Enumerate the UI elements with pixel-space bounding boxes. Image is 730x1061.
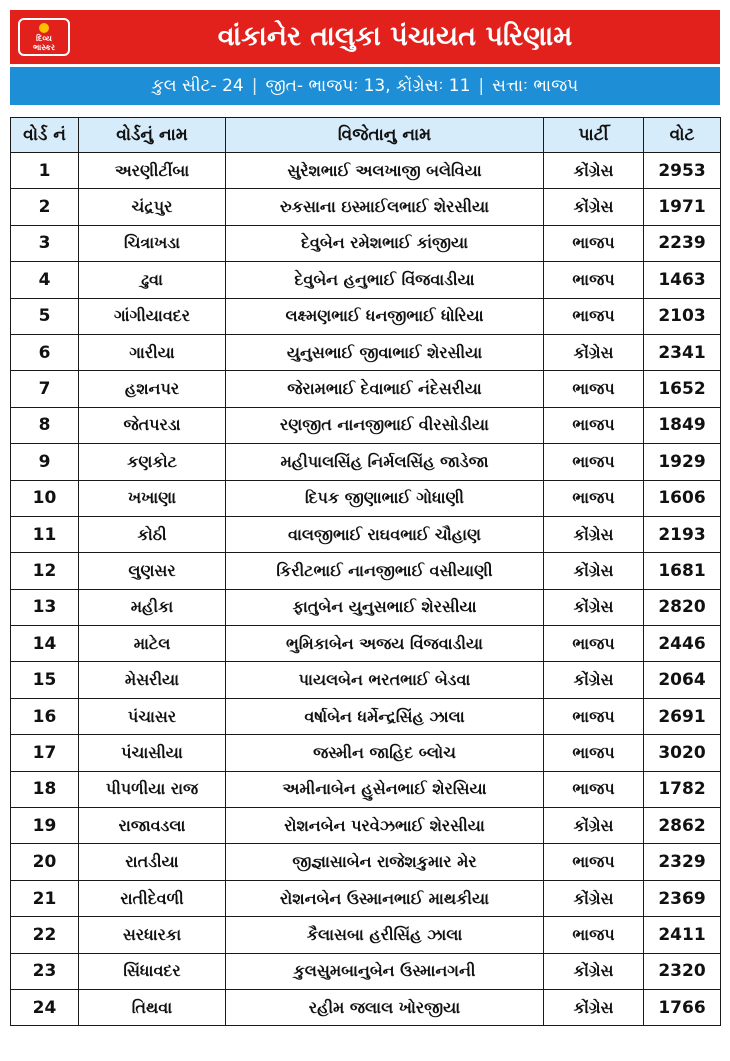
ward-name-cell: રાજાવડલા: [79, 808, 226, 844]
table-row: [11, 662, 721, 698]
winner-name-cell: યુનુસભાઈ જીવાભાઈ શેરસીયા: [226, 334, 544, 370]
ward-name-cell: રાતડીયા: [79, 844, 226, 880]
table-row: [11, 917, 721, 953]
ward-name-cell: સરધારકા: [79, 917, 226, 953]
votes-cell: 2446: [644, 626, 721, 662]
winner-name-cell: કુલસુમબાનુબેન ઉસ્માનગની: [226, 953, 544, 989]
party-cell: કોંગ્રેસ: [544, 953, 644, 989]
ward-name-cell: કણકોટ: [79, 444, 226, 480]
logo-line2: ભાસ્કર: [32, 42, 56, 52]
votes-cell: 1849: [644, 407, 721, 443]
col-ward-no: વોર્ડ નં: [11, 118, 79, 153]
votes-cell: 2193: [644, 516, 721, 552]
table-row: [11, 516, 721, 552]
party-cell: ભાજપ: [544, 262, 644, 298]
ward-no-cell: 11: [11, 516, 79, 552]
winner-name-cell: વર્ષાબેન ધર્મેન્દ્રસિંહ ઝાલા: [226, 698, 544, 734]
ward-no-cell: 22: [11, 917, 79, 953]
party-cell: ભાજપ: [544, 698, 644, 734]
votes-cell: 2820: [644, 589, 721, 625]
ward-name-cell: પંચાસર: [79, 698, 226, 734]
ward-name-cell: અરણીટીંબા: [79, 153, 226, 189]
votes-cell: 1766: [644, 989, 721, 1025]
party-cell: ભાજપ: [544, 480, 644, 516]
summary-bar: [10, 67, 720, 105]
votes-cell: 2691: [644, 698, 721, 734]
ward-no-cell: 20: [11, 844, 79, 880]
party-cell: ભાજપ: [544, 626, 644, 662]
ward-no-cell: 7: [11, 371, 79, 407]
party-cell: ભાજપ: [544, 444, 644, 480]
ward-no-cell: 9: [11, 444, 79, 480]
party-cell: કોંગ્રેસ: [544, 334, 644, 370]
winner-name-cell: વાલજીભાઈ રાઘવભાઈ ચૌહાણ: [226, 516, 544, 552]
table-row: [11, 771, 721, 807]
votes-cell: 1782: [644, 771, 721, 807]
votes-cell: 1971: [644, 189, 721, 225]
table-row: [11, 480, 721, 516]
ward-no-cell: 6: [11, 334, 79, 370]
ward-no-cell: 24: [11, 989, 79, 1025]
winner-name-cell: જેરામભાઈ દેવાભાઈ નંદેસરીયા: [226, 371, 544, 407]
party-cell: ભાજપ: [544, 371, 644, 407]
divya-bhaskar-logo: [18, 18, 70, 56]
votes-cell: 1681: [644, 553, 721, 589]
summary-power: સત્તાઃ ભાજપ: [492, 76, 579, 96]
winner-name-cell: રહીમ જલાલ ખોરજીયા: [226, 989, 544, 1025]
winner-name-cell: રોશનબેન ઉસ્માનભાઈ માથકીયા: [226, 880, 544, 916]
ward-name-cell: પંચાસીયા: [79, 735, 226, 771]
table-row: [11, 262, 721, 298]
winner-name-cell: લક્ષ્મણભાઈ ધનજીભાઈ ધોરિયા: [226, 298, 544, 334]
ward-name-cell: ગારીયા: [79, 334, 226, 370]
ward-no-cell: 4: [11, 262, 79, 298]
title-banner: [10, 10, 720, 64]
votes-cell: 2862: [644, 808, 721, 844]
party-cell: કોંગ્રેસ: [544, 189, 644, 225]
winner-name-cell: રણજીત નાનજીભાઈ વીરસોડીયા: [226, 407, 544, 443]
votes-cell: 2329: [644, 844, 721, 880]
table-row: [11, 698, 721, 734]
ward-name-cell: ઢુવા: [79, 262, 226, 298]
party-cell: ભાજપ: [544, 771, 644, 807]
party-cell: કોંગ્રેસ: [544, 516, 644, 552]
ward-no-cell: 13: [11, 589, 79, 625]
winner-name-cell: અમીનાબેન હુસેનભાઈ શેરસિયા: [226, 771, 544, 807]
ward-no-cell: 8: [11, 407, 79, 443]
table-row: [11, 189, 721, 225]
ward-name-cell: ચંદ્રપુર: [79, 189, 226, 225]
ward-name-cell: રાતીદેવળી: [79, 880, 226, 916]
votes-cell: 1606: [644, 480, 721, 516]
table-row: [11, 153, 721, 189]
logo-line1: દિવ્ય: [36, 33, 52, 43]
party-cell: ભાજપ: [544, 844, 644, 880]
sun-icon: [39, 23, 49, 33]
ward-name-cell: પીપળીયા રાજ: [79, 771, 226, 807]
votes-cell: 2369: [644, 880, 721, 916]
table-row: [11, 989, 721, 1025]
table-row: [11, 298, 721, 334]
party-cell: ભાજપ: [544, 917, 644, 953]
summary-separator: |: [478, 76, 485, 96]
ward-name-cell: મહીકા: [79, 589, 226, 625]
results-table: [10, 117, 721, 1026]
table-row: [11, 808, 721, 844]
party-cell: કોંગ્રેસ: [544, 553, 644, 589]
ward-name-cell: ચિત્રાખડા: [79, 225, 226, 261]
ward-name-cell: ખખાણા: [79, 480, 226, 516]
winner-name-cell: ફાતુબેન યુનુસભાઈ શેરસીયા: [226, 589, 544, 625]
ward-name-cell: માટેલ: [79, 626, 226, 662]
table-row: [11, 735, 721, 771]
votes-cell: 2064: [644, 662, 721, 698]
votes-cell: 1929: [644, 444, 721, 480]
party-cell: કોંગ્રેસ: [544, 880, 644, 916]
ward-no-cell: 23: [11, 953, 79, 989]
votes-cell: 2103: [644, 298, 721, 334]
ward-no-cell: 17: [11, 735, 79, 771]
col-winner-name: વિજેતાનુ નામ: [226, 118, 544, 153]
table-row: [11, 225, 721, 261]
party-cell: ભાજપ: [544, 407, 644, 443]
summary-won: જીત- ભાજપઃ 13, કોંગ્રેસઃ 11: [265, 76, 471, 96]
col-ward-name: વોર્ડનું નામ: [79, 118, 226, 153]
ward-no-cell: 1: [11, 153, 79, 189]
winner-name-cell: ભુમિકાબેન અજય વિંજવાડીયા: [226, 626, 544, 662]
table-header-row: [11, 118, 721, 153]
party-cell: ભાજપ: [544, 225, 644, 261]
summary-total: કુલ સીટ- 24: [151, 76, 244, 96]
ward-name-cell: સિંધાવદર: [79, 953, 226, 989]
votes-cell: 1463: [644, 262, 721, 298]
ward-no-cell: 21: [11, 880, 79, 916]
table-row: [11, 844, 721, 880]
winner-name-cell: રોશનબેન પરવેઝભાઈ શેરસીયા: [226, 808, 544, 844]
party-cell: કોંગ્રેસ: [544, 989, 644, 1025]
ward-no-cell: 15: [11, 662, 79, 698]
ward-no-cell: 18: [11, 771, 79, 807]
votes-cell: 3020: [644, 735, 721, 771]
party-cell: કોંગ્રેસ: [544, 662, 644, 698]
table-row: [11, 407, 721, 443]
winner-name-cell: દેવુબેન હનુભાઈ વિંજવાડીયા: [226, 262, 544, 298]
votes-cell: 2341: [644, 334, 721, 370]
page-title: વાંકાનેર તાલુકા પંચાયત પરિણામ: [217, 21, 573, 52]
party-cell: કોંગ્રેસ: [544, 808, 644, 844]
winner-name-cell: કિરીટભાઈ નાનજીભાઈ વસીયાણી: [226, 553, 544, 589]
votes-cell: 2320: [644, 953, 721, 989]
ward-name-cell: ગાંગીયાવદર: [79, 298, 226, 334]
table-row: [11, 444, 721, 480]
ward-name-cell: તિથવા: [79, 989, 226, 1025]
party-cell: ભાજપ: [544, 298, 644, 334]
summary-separator: |: [251, 76, 258, 96]
table-row: [11, 371, 721, 407]
votes-cell: 1652: [644, 371, 721, 407]
ward-name-cell: મેસરીયા: [79, 662, 226, 698]
table-row: [11, 553, 721, 589]
winner-name-cell: દેવુબેન રમેશભાઈ કાંજીયા: [226, 225, 544, 261]
ward-no-cell: 2: [11, 189, 79, 225]
table-row: [11, 626, 721, 662]
winner-name-cell: દિપક જીણાભાઈ ગોધાણી: [226, 480, 544, 516]
winner-name-cell: રુકસાના ઇસ્માઈલભાઈ શેરસીયા: [226, 189, 544, 225]
table-row: [11, 334, 721, 370]
ward-no-cell: 19: [11, 808, 79, 844]
ward-no-cell: 16: [11, 698, 79, 734]
col-votes: વોટ: [644, 118, 721, 153]
party-cell: કોંગ્રેસ: [544, 153, 644, 189]
ward-no-cell: 12: [11, 553, 79, 589]
table-row: [11, 880, 721, 916]
party-cell: કોંગ્રેસ: [544, 589, 644, 625]
ward-no-cell: 5: [11, 298, 79, 334]
table-row: [11, 589, 721, 625]
ward-name-cell: કોઠી: [79, 516, 226, 552]
ward-no-cell: 14: [11, 626, 79, 662]
col-party: પાર્ટી: [544, 118, 644, 153]
winner-name-cell: જીજ્ઞાસાબેન રાજેશકુમાર મેર: [226, 844, 544, 880]
ward-no-cell: 3: [11, 225, 79, 261]
ward-name-cell: લુણસર: [79, 553, 226, 589]
table-row: [11, 953, 721, 989]
winner-name-cell: મહીપાલસિંહ નિર્મલસિંહ જાડેજા: [226, 444, 544, 480]
winner-name-cell: કૈલાસબા હરીસિંહ ઝાલા: [226, 917, 544, 953]
winner-name-cell: સુરેશભાઈ અલખાજી બલેવિયા: [226, 153, 544, 189]
ward-no-cell: 10: [11, 480, 79, 516]
votes-cell: 2411: [644, 917, 721, 953]
ward-name-cell: જેતપરડા: [79, 407, 226, 443]
votes-cell: 2953: [644, 153, 721, 189]
winner-name-cell: પાયલબેન ભરતભાઈ બેડવા: [226, 662, 544, 698]
winner-name-cell: જસ્મીન જાહિદ બ્લોચ: [226, 735, 544, 771]
votes-cell: 2239: [644, 225, 721, 261]
ward-name-cell: હશનપર: [79, 371, 226, 407]
table-body: [11, 153, 721, 1026]
party-cell: ભાજપ: [544, 735, 644, 771]
